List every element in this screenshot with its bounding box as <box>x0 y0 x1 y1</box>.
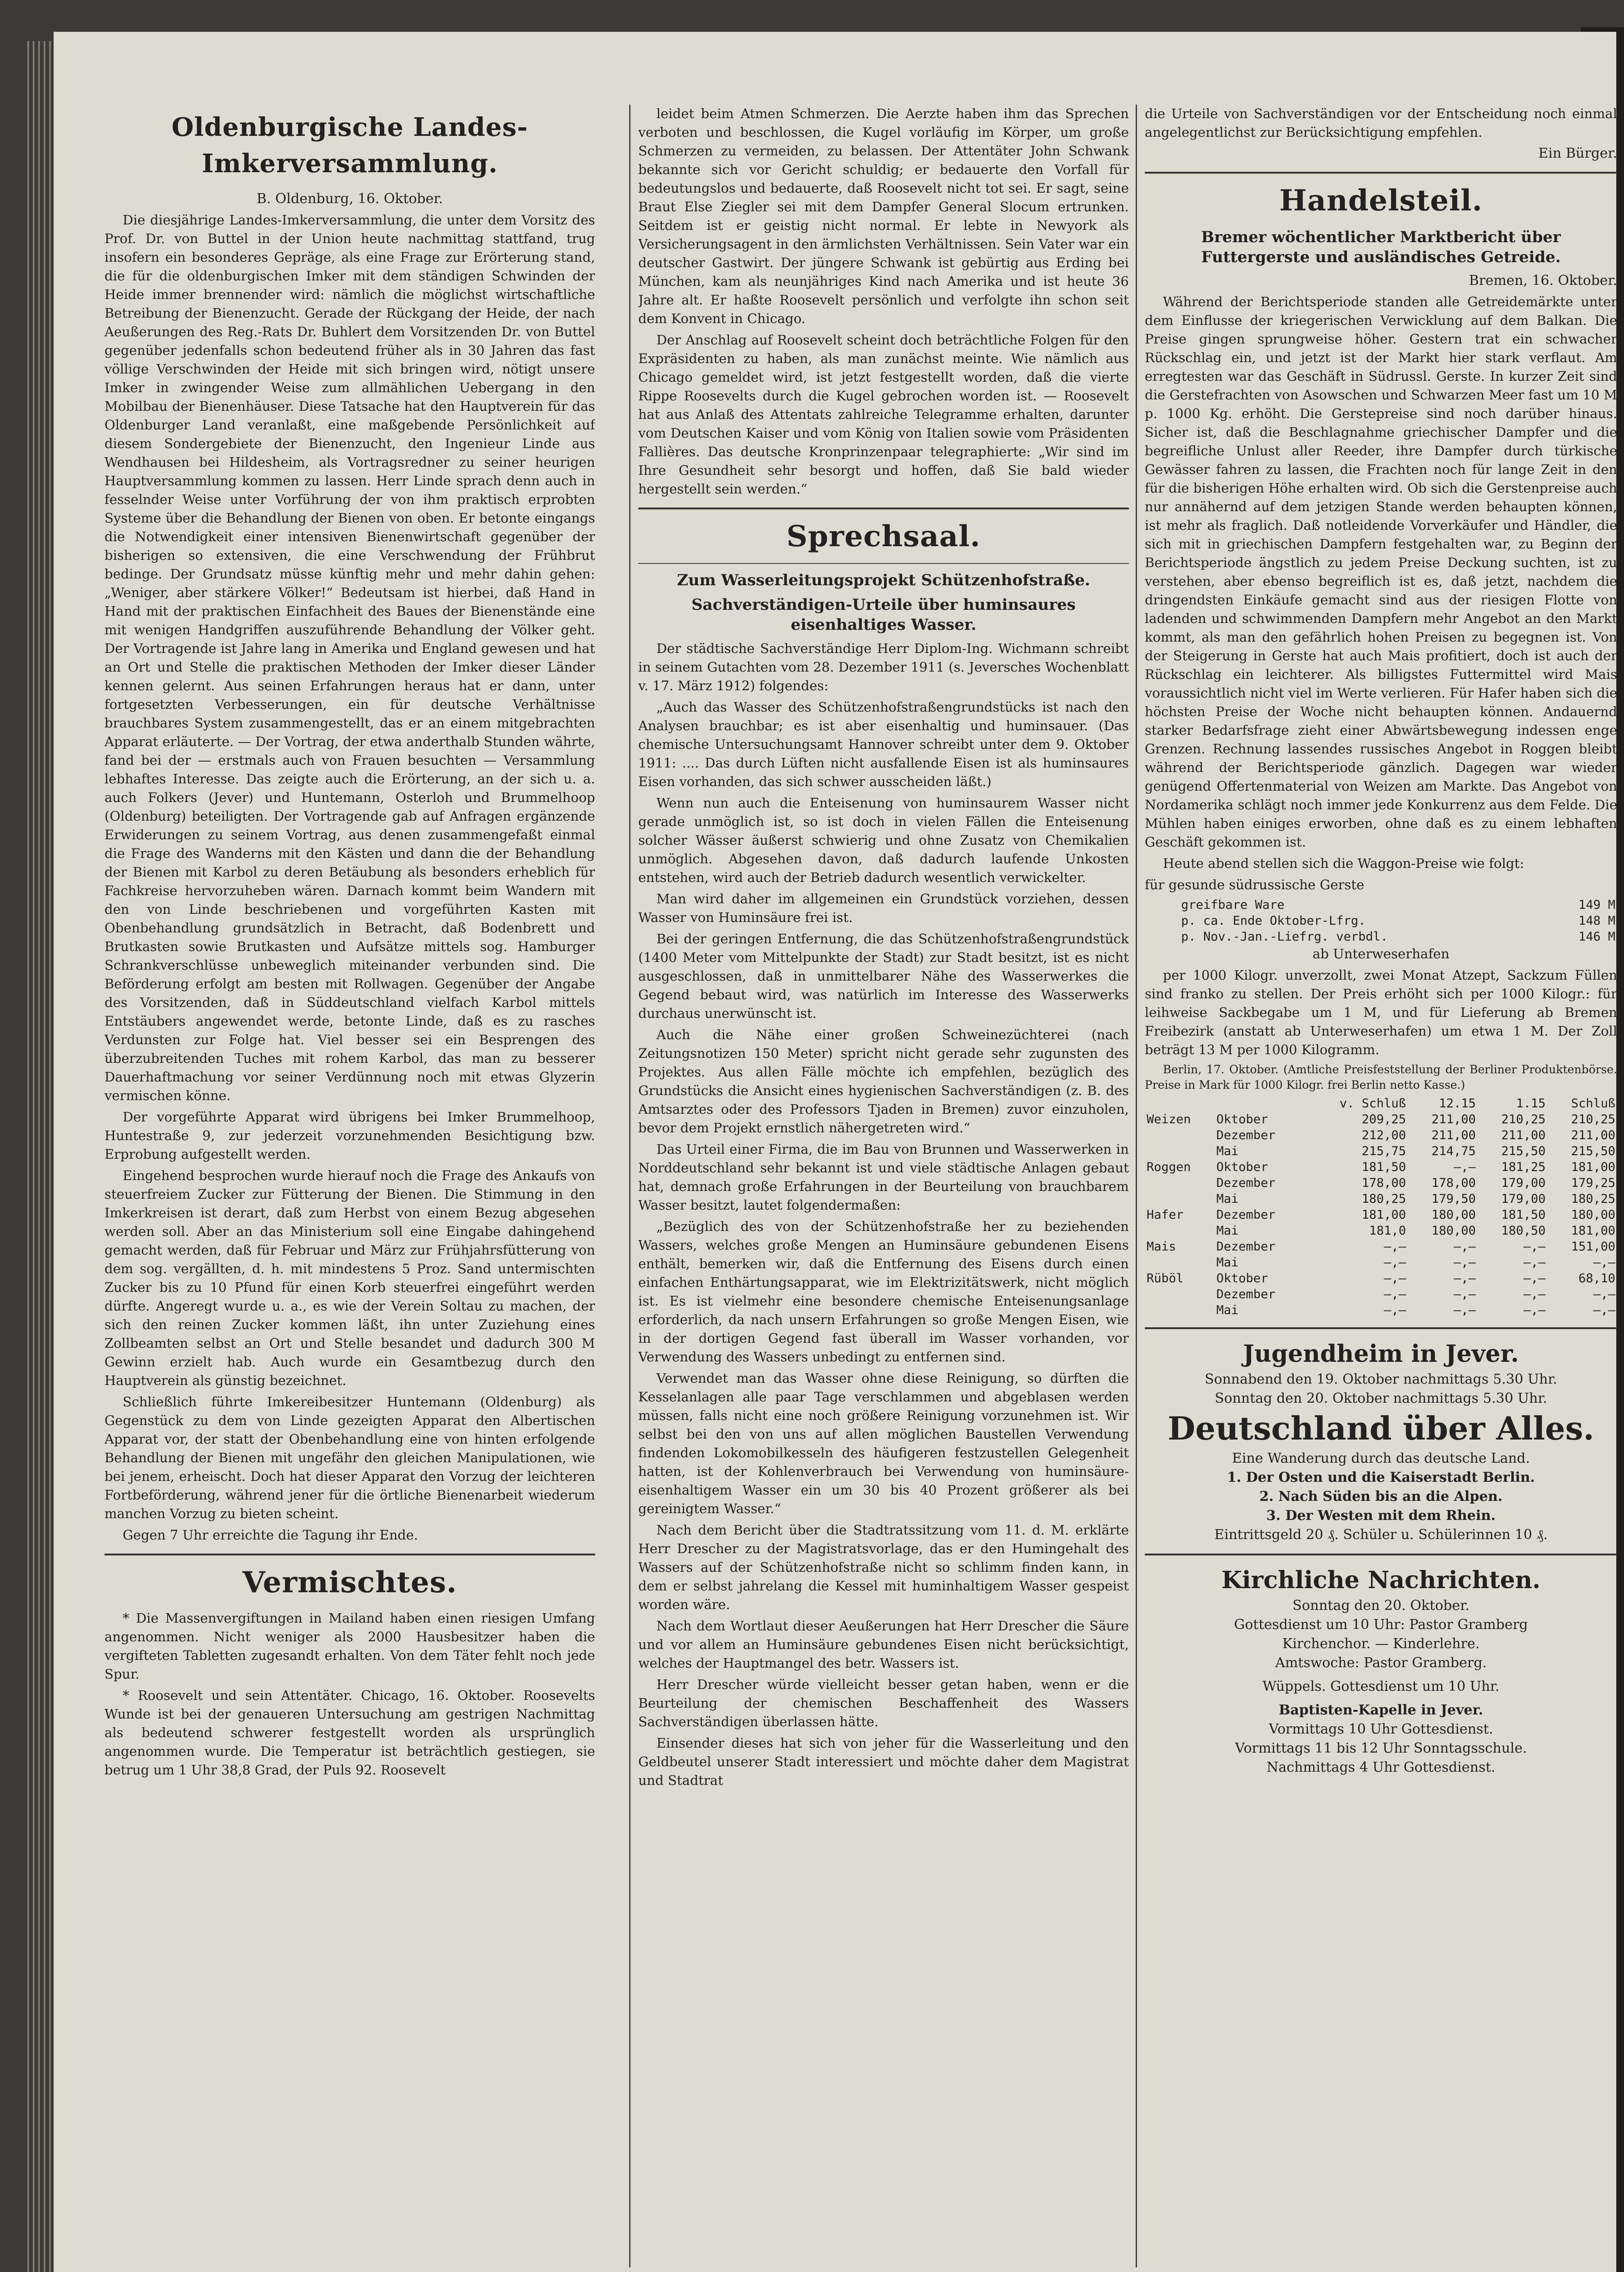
paragraph: * Roosevelt und sein Attentäter. Chicago, 16. Oktober. Roosevelts Wunde ist bei der genaueren Untersuchung am gestrigen Nachmittag als bedeutend schwerer festgestellt worden als ursprünglich angenommen wurde. Die Temperatur ist beträchtlich gestiegen, sie betrug um 1 Uhr 38,8 Grad, der Puls 92. Roosevelt <box>104 1688 595 1778</box>
table-cell: 178,00 <box>1431 1176 1476 1190</box>
table-cell <box>1145 1223 1215 1239</box>
paragraph: Man wird daher im allgemeinen ein Grundstück vorziehen, dessen Wasser von Huminsäure frei ist. <box>638 891 1129 925</box>
divider <box>1145 172 1617 174</box>
table-cell: 181,25 <box>1501 1160 1546 1174</box>
table-cell: —,— <box>1453 1160 1476 1174</box>
paragraph: Der vorgeführte Apparat wird übrigens bei Imker Brummelhoop, Huntestraße 9, zur jederzeit vorzunehmenden Besichtigung bzw. Erprobung aufgestellt werden. <box>104 1109 595 1162</box>
table-cell: —,— <box>1523 1287 1546 1301</box>
table-cell: Dezember <box>1216 1287 1276 1301</box>
table-cell: Oktober <box>1216 1112 1268 1126</box>
table-row: p. Nov.-Jan.-Liefrg. verbdl. 146 M <box>1181 930 1615 944</box>
column-header: Schluß <box>1571 1096 1615 1111</box>
table-cell: 215,75 <box>1361 1144 1406 1158</box>
column-header: v. Schluß <box>1339 1096 1406 1111</box>
ad-line: Amtswoche: Pastor Gramberg. <box>1275 1655 1487 1671</box>
table-row <box>1145 1159 1617 1175</box>
table-cell: 180,25 <box>1361 1192 1406 1206</box>
table-cell: —,— <box>1593 1303 1615 1317</box>
column-header <box>1145 1096 1215 1111</box>
table-cell: 180,25 <box>1571 1192 1615 1206</box>
table-cell: Mai <box>1216 1192 1239 1206</box>
table-cell: 180,50 <box>1501 1224 1546 1238</box>
paragraph: Wenn nun auch die Enteisenung von huminsaurem Wasser nicht gerade unmöglich ist, so ist doch in vielen Fällen die Enteisenung solcher Wässer äußerst schwierig und ohne Zusatz von Chemikalien unmöglich. Abgesehen davon, daß dadurch laufende Unkosten entstehen, wird auch der Betrieb dadurch wesentlich verwickelter. <box>638 795 1129 885</box>
table-cell: 151,00 <box>1571 1240 1615 1254</box>
ad-subline: Eine Wanderung durch das deutsche Land. <box>1232 1450 1530 1466</box>
table-cell: Dezember <box>1216 1240 1276 1254</box>
paragraph: Während der Berichtsperiode standen alle Getreidemärkte unter dem Einflusse der kriegerischen Verwicklung auf dem Balkan. Die Preise gingen sprungweise höher. Gestern trat ein schwacher Rückschlag ein, und jetzt ist der Markt hier stark verflaut. Am erregtesten war das Geschäft in Südrussl. Gerste. In kurzer Zeit sind die Gerstefrachten von Asowschen und Schwarzen Meer fast um 10 M p. 1000 Kg. erhöht. Die Gerstepreise sind noch darüber hinaus. Sicher ist, daß die Beschlagnahme griechischer Dampfer und die begreifliche Unlust aller Reeder, ihre Dampfer durch türkische Gewässer fahren zu lassen, die Frachten noch für lange Zeit in den für die bisherigen Höhe erhalten wird. Ob sich die Gerstenpreise auch nur annähernd auf dem jetzigen Stande werden behaupten können, ist mehr als fraglich. Daß notleidende Vorverkäufer und Händler, die sich mit in griechischen Dampfern festgehalten war, zu Beginn der Berichtsperiode ängstlich zu jedem Preise Deckung suchten, ist zu verstehen, aber ebenso begreiflich ist es, daß jetzt, nachdem die dringendsten Einkäufe gemacht sind aus der riesigen Flotte von ladenden und schwimmenden Dampfern mehr Angebot an den Markt kommt, als man den gefährlich hohen Preisen zu begegnen ist. Von der Steigerung in Gerste hat auch Mais profitiert, doch ist auch der Rückschlag ein leichterer. Als billigstes Futtermittel wird Mais voraussichtlich nicht viel im Werte verlieren. Für Hafer haben sich die höchsten Preise der Woche nicht behaupten können. Andauernd starker Bedarfsfrage zieht einer Abwärtsbewegung indessen enge Grenzen. Rechnung lassendes russisches Angebot in Roggen bleibt während der Berichtsperiode gänzlich. Dagegen war wieder genügend Offertenmaterial von Weizen am Markte. Das Angebot von Nordamerika schlägt noch immer jede Konkurrenz aus dem Felde. Die Mühlen haben einiges erworben, ohne daß es zu einem lebhaften Geschäft gekommen ist. <box>1145 294 1617 850</box>
table-cell: 181,50 <box>1361 1160 1406 1174</box>
column-header: 1.15 <box>1516 1096 1546 1111</box>
table-cell: —,— <box>1453 1256 1476 1270</box>
table-cell: 210,25 <box>1571 1112 1615 1126</box>
paragraph: „Auch das Wasser des Schützenhofstraßengrundstücks ist nach den Analysen brauchbar; es ist aber eisenhaltig und huminsauer. (Das chemische Untersuchungsamt Hannover schreibt unter dem 9. Oktober 1911: .... Das durch Lüften nicht ausfallende Eisen ist als huminsaures Eisen vorhanden, das sich schwer ausscheiden läßt.) <box>638 699 1129 789</box>
ad-line: Vormittags 11 bis 12 Uhr Sonntagsschule. <box>1235 1740 1527 1756</box>
paragraph: Auch die Nähe einer großen Schweinezüchterei (nach Zeitungsnotizen 150 Meter) spricht nicht gerade sehr zugunsten des Projektes. Aus allen Fälle möchte ich empfehlen, bezüglich des Grundstücks die Ansicht eines hygienischen Sachverständigen (z. B. des Amtsarztes oder des Professors Tjaden in Bremen) zuvor einzuholen, bevor dem Projekt ernstlich nähergetreten wird.“ <box>638 1027 1129 1136</box>
ad-subtitle: Baptisten-Kapelle in Jever. <box>1279 1702 1483 1718</box>
ad-line: Sonntag den 20. Oktober nachmittags 5.30 Uhr. <box>1215 1390 1547 1406</box>
table-row <box>1145 1239 1617 1255</box>
table-cell <box>1145 1286 1215 1302</box>
table-row <box>1145 1223 1617 1239</box>
table-cell: Dezember <box>1216 1176 1276 1190</box>
table-cell: 211,00 <box>1431 1112 1476 1126</box>
table-cell: Mai <box>1216 1224 1239 1238</box>
table-cell: Rüböl <box>1147 1271 1184 1285</box>
paragraph: Heute abend stellen sich die Waggon-Preise wie folgt: <box>1163 856 1525 871</box>
section-title: Handelsteil. <box>1279 184 1483 218</box>
table-cell: Dezember <box>1216 1208 1276 1222</box>
table-cell: Mai <box>1216 1303 1239 1317</box>
table-cell <box>1145 1175 1215 1191</box>
table-cell: —,— <box>1523 1303 1546 1317</box>
table-row <box>1145 1207 1617 1223</box>
dateline: B. Oldenburg, 16. Oktober. <box>256 191 443 207</box>
ad-line: Nachmittags 4 Uhr Gottesdienst. <box>1266 1759 1495 1775</box>
table-cell: 179,25 <box>1571 1176 1615 1190</box>
table-row <box>1145 1175 1617 1191</box>
table-cell: Hafer <box>1147 1208 1184 1222</box>
paragraph: Das Urteil einer Firma, die im Bau von Brunnen und Wasserwerken in Norddeutschland sehr bekannt ist und viele städtische Anlagen gebaut hat, demnach große Erfahrungen in der Beurteilung von brauchbarem Wasser besitzt, lautet folgendermaßen: <box>638 1141 1129 1213</box>
column-middle <box>638 105 1129 2272</box>
ad-item: 1. Der Osten und die Kaiserstadt Berlin. <box>1227 1470 1535 1485</box>
table-cell: Mais <box>1147 1240 1177 1254</box>
table-row: greifbare Ware 149 M <box>1181 898 1615 912</box>
table-row <box>1145 1191 1617 1207</box>
table-cell: Weizen <box>1147 1112 1191 1126</box>
table-cell: —,— <box>1593 1256 1615 1270</box>
page-edge-stack <box>0 41 54 2272</box>
table-cell: Oktober <box>1216 1160 1268 1174</box>
table-cell: 211,00 <box>1571 1128 1615 1142</box>
ad-kirchliche-nachrichten <box>1145 1564 1617 1777</box>
table-cell: 180,00 <box>1431 1208 1476 1222</box>
table-row <box>1145 1127 1617 1143</box>
paragraph: Der Anschlag auf Roosevelt scheint doch beträchtliche Folgen für den Expräsidenten zu haben, als man zunächst meinte. Wie nämlich aus Chicago gemeldet wird, ist jetzt festgestellt worden, daß die vierte Rippe Roosevelts durch die Kugel gebrochen worden ist. — Roosevelt hat aus Anlaß des Attentats zahlreiche Telegramme erhalten, darunter vom Deutschen Kaiser und vom König von Italien sowie vom Präsidenten Fallières. Das deutsche Kronprinzenpaar telegraphierte: „Wir sind im Ihre Gesundheit sehr besorgt und hoffen, daß Sie bald wieder hergestellt sein werden.“ <box>638 332 1129 497</box>
waggon-note: ab Unterweserhafen <box>1312 946 1450 962</box>
table-cell: 68,10 <box>1578 1271 1615 1285</box>
paragraph: Nach dem Bericht über die Stadtratssitzung vom 11. d. M. erklärte Herr Drescher zu der Magistratsvorlage, das er den Humingehalt des Wassers auf der Schützenhofstraße nicht so schlimm finden kann, in dem er selbst jahrelang die Kessel mit huminhaltigem Wasser gespeist worden wäre. <box>638 1522 1129 1612</box>
table-cell: 180,00 <box>1571 1208 1615 1222</box>
table-cell: —,— <box>1453 1240 1476 1254</box>
table-cell: 179,00 <box>1501 1192 1546 1206</box>
paragraph: Verwendet man das Wasser ohne diese Reinigung, so dürften die Kesselanlagen alle paar Tage verschlammen und abgeblasen werden müssen, falls nicht eine noch größere Reinigung vorzunehmen ist. Wir selbst bei den von uns auf allen möglichen Baustellen Verwendung findenden Lokomobilkesseln des häufigeren festzustellen Gelegenheit hatten, ist der Kohlenverbrauch bei Verwendung von huminsäure-eisenhaltigem Wasser ein um 30 bis 40 Prozent größerer als bei gereinigtem Wasser.“ <box>638 1370 1129 1516</box>
divider <box>1145 1327 1617 1329</box>
paragraph: Nach dem Wortlaut dieser Aeußerungen hat Herr Drescher die Säure und vor allem an Huminsäure gebundenes Eisen nicht berücksichtigt, welches der Hauptmangel des betr. Wassers ist. <box>638 1618 1129 1671</box>
table-cell: —,— <box>1523 1240 1546 1254</box>
ad-line: Kirchenchor. — Kinderlehre. <box>1282 1636 1480 1652</box>
table-cell: —,— <box>1453 1303 1476 1317</box>
subheading: Zum Wasserleitungsprojekt Schützenhofstraße. <box>677 571 1090 589</box>
table-cell: 178,00 <box>1361 1176 1406 1190</box>
table-cell: 180,00 <box>1431 1224 1476 1238</box>
paragraph: Bei der geringen Entfernung, die das Schützenhofstraßengrundstück (1400 Meter vom Mittelpunkte der Stadt) zur Stadt besitzt, ist es nicht ausgeschlossen, daß in unmittelbarer Nähe des Wasserwerkes die Gegend bebaut wird, was natürlich im Interesse des Wasserwerks durchaus unerwünscht ist. <box>638 931 1129 1021</box>
table-cell: Dezember <box>1216 1128 1276 1142</box>
table-cell <box>1145 1127 1215 1143</box>
table-cell <box>1145 1255 1215 1271</box>
table-cell: 211,00 <box>1501 1128 1546 1142</box>
table-cell: —,— <box>1384 1287 1406 1301</box>
divider <box>1145 1554 1617 1555</box>
berlin-header: Berlin, 17. Oktober. (Amtliche Preisfeststellung der Berliner Produktenbörse. Preise in Mark für 1000 Kilogr. frei Berlin netto Kasse.) <box>1145 1063 1617 1091</box>
waggon-head: für gesunde südrussische Gerste <box>1145 877 1365 892</box>
table-cell: 179,50 <box>1431 1192 1476 1206</box>
paragraph: Schließlich führte Imkereibesitzer Huntemann (Oldenburg) als Gegenstück zu dem von Linde gezeigten Apparat den Albertischen Apparat vor, der statt der Obenbehandlung eine von hinten erfolgende Behandlung der Bienen mit ungefähr den gleichen Manipulationen, wie bei jenem, erheischt. Doch hat dieser Apparat den Vorzug der leichteren Fortbeförderung, während jener für die örtliche Bienenarbeit wiederum manchen Vorzug zu bieten scheint. <box>104 1394 595 1521</box>
table-cell: Mai <box>1216 1144 1239 1158</box>
article-title: Oldenburgische Landes-Imkerversammlung. <box>171 112 528 179</box>
column-rule <box>1136 105 1137 2267</box>
section-title: Sprechsaal. <box>786 519 981 553</box>
ad-line: Wüppels. Gottesdienst um 10 Uhr. <box>1262 1679 1500 1694</box>
paragraph: * Die Massenvergiftungen in Mailand haben einen riesigen Umfang angenommen. Nicht weniger als 2000 Hausbesitzer haben die vergifteten Tabletten zugesandt erhalten. Von dem Täter fehlt noch jede Spur. <box>104 1610 595 1682</box>
table-cell: 181,00 <box>1571 1160 1615 1174</box>
table-cell <box>1145 1143 1215 1159</box>
ad-line: Vormittags 10 Uhr Gottesdienst. <box>1269 1721 1493 1737</box>
table-cell: —,— <box>1384 1240 1406 1254</box>
table-row <box>1145 1271 1617 1286</box>
ad-headline: Deutschland über Alles. <box>1167 1410 1594 1447</box>
table-cell <box>1145 1302 1215 1318</box>
berlin-price-table <box>1145 1096 1617 1318</box>
column-header <box>1215 1096 1306 1111</box>
table-cell: —,— <box>1593 1287 1615 1301</box>
table-cell: 181,50 <box>1501 1208 1546 1222</box>
ad-item: 2. Nach Süden bis an die Alpen. <box>1259 1489 1503 1505</box>
paragraph: leidet beim Atmen Schmerzen. Die Aerzte haben ihm das Sprechen verboten und beschlossen, die Kugel vorläufig im Körper, um große Schmerzen zu vermeiden, zu belassen. Der Attentäter John Schwank bekannte sich vor Gericht schuldig; er bedauerte den Vorfall für bedeutungslos und bedauerte, daß Roosevelt nicht tot sei. Er sagt, seine Braut Else Ziegler sei mit dem Dampfer General Slocum ertrunken. Seitdem ist er geistig nicht normal. Er lebte in Newyork als Versicherungsagent in den ärmlichsten Verhältnissen. Sein Vater war ein deutscher Gastwirt. Der jüngere Schwank ist gebürtig aus Erding bei München, kam als neunjähriges Kind nach Amerika und ist heute 36 Jahre alt. Er haßte Roosevelt persönlich und verfolgte ihn schon seit dem Konvent in Chicago. <box>638 106 1129 326</box>
paragraph: Die diesjährige Landes-Imkerversammlung, die unter dem Vorsitz des Prof. Dr. von Buttel in der Union heute nachmittag stattfand, trug insofern ein besonderes Gepräge, als eine Frage zur Erörterung stand, die für die oldenburgischen Imker mit dem ständigen Schwinden der Heide immer brennender wird: nämlich die möglichst wirtschaftliche Betreibung der Bienenzucht. Gerade der Rückgang der Heide, der nach Aeußerungen des Reg.-Rats Dr. Buhlert dem Vorsitzenden Dr. von Buttel gegenüber jedenfalls schon bedeutend früher als in 30 Jahren das fast völlige Verschwinden der Heide mit sich bringen wird, nötigt unsere Imker in zwingender Weise zum allmählichen Uebergang in den Mobilbau der Bienenhäuser. Diese Tatsache hat den Hauptverein für das Oldenburger Land veranlaßt, eine maßgebende Persönlichkeit auf diesem Sondergebiete der Bienenzucht, den Ingenieur Linde aus Wendhausen bei Hildesheim, als Vortragsredner zu seiner heurigen Hauptversammlung kommen zu lassen. Herr Linde sprach denn auch in fesselnder Weise unter Vorführung der von ihm praktisch erprobten Systeme über die Behandlung der Bienen von oben. Er betonte eingangs die Notwendigkeit einer intensiven Bienenwirtschaft gegenüber der bisherigen so extensiven, die eine Verschwendung der Frühbrut bedinge. Der Grundsatz müsse künftig mehr und mehr dahin gehen: „Weniger, aber stärkere Völker!“ Bedeutsam ist hierbei, daß Hand in Hand mit der praktischen Einfachheit des Baues der Bienenstände eine mit wenigen Handgriffen auszuführende Behandlung der Völker geht. Der Vortragende ist Jahre lang in Amerika und England gewesen und hat an Ort und Stelle die praktischen Methoden der Imker dieser Länder kennen gelernt. Aus seinen Erfahrungen heraus hat er dann, unter fortgesetzten Verbesserungen, ein für deutsche Verhältnisse brauchbares System zusammengestellt, das er an einem mitgebrachten Apparat erläuterte. — Der Vortrag, der etwa anderthalb Stunden währte, fand bei der — erstmals auch von Frauen besuchten — Versammlung lebhaftes Interesse. Das zeigte auch die Erörterung, an der sich u. a. auch Folkers (Jever) und Huntemann, Osterloh und Brummelhoop (Oldenburg) beteiligten. Der Vortragende gab auf Anfragen ergänzende Erwiderungen zu seinem Vortrag, aus denen zusammengefaßt einmal die Frage des Wanderns mit den Kästen und dann die der Behandlung der Bienen mit Karbol zu deren Betäubung als besonders erheblich für Fachkreise hervorzuheben wären. Darnach kommt beim Wandern mit den von Linde beschriebenen und vorgeführten Kasten mit Obenbehandlung grundsätzlich in Betracht, daß Bodenbrett und Brutkasten sowie Brutkasten und Aufsätze mittels sog. Hamburger Schrankverschlüsse unbeweglich miteinander verbunden sind. Die Beförderung erfolgt am besten mit Rollwagen. Gegenüber der Angabe des Vorsitzenden, daß in Süddeutschland vielfach Karbol mittels Entstäubers angewendet werde, betonte Linde, daß es zu rasches Verdunsten zur Folge hat. Viel besser sei ein Besprengen des überzubreitenden Tuches mit rohem Karbol, das man zu besserer Dauerhaftmachung vor seiner Verdünnung noch mit etwas Glyzerin vermischen könne. <box>104 212 595 1103</box>
table-cell: —,— <box>1384 1303 1406 1317</box>
paragraph: per 1000 Kilogr. unverzollt, zwei Monat Atzept, Sackzum Füllen sind franko zu stellen. Der Preis erhöht sich per 1000 Kilogr.: für leihweise Sackbegabe um 1 M, und für Lieferung ab Bremen Freibezirk (anstatt ab Unterweserhafen) um etwa 1 M. Der Zoll beträgt 13 M per 1000 Kilogramm. <box>1145 967 1617 1057</box>
table-cell: 181,00 <box>1361 1208 1406 1222</box>
table-cell: —,— <box>1523 1271 1546 1285</box>
table-cell: 215,50 <box>1571 1144 1615 1158</box>
divider <box>638 563 1129 564</box>
ad-line: Sonntag den 20. Oktober. <box>1292 1598 1470 1614</box>
signature: Ein Bürger. <box>1538 145 1617 161</box>
ad-footer: Eintrittsgeld 20 ₰. Schüler u. Schülerinnen 10 ₰. <box>1214 1527 1548 1543</box>
table-cell: Oktober <box>1216 1271 1268 1285</box>
table-cell: 212,00 <box>1361 1128 1406 1142</box>
dateline: Bremen, 16. Oktober. <box>1469 273 1617 289</box>
table-cell: 209,25 <box>1361 1112 1406 1126</box>
ad-title: Kirchliche Nachrichten. <box>1221 1566 1541 1594</box>
table-cell: 210,25 <box>1501 1112 1546 1126</box>
paragraph: „Bezüglich des von der Schützenhofstraße her zu beziehenden Wassers, welches große Mengen an Huminsäure gebundenen Eisens enthält, bemerken wir, daß die Entfernung des Eisens durch einen einfachen Enthärtungsapparat, wie im Elektrizitätswerk, nicht möglich ist. Es ist vielmehr eine besondere chemische Enteisenungsanlage erforderlich, da nach unsern Erfahrungen so große Mengen Eisen, wie in der dortigen Gegend fast überall im Wasser vorhanden, vor Verwendung des Wassers unbedingt zu entfernen sind. <box>638 1219 1129 1365</box>
waggon-price-table <box>1145 897 1617 945</box>
table-cell: 211,00 <box>1431 1128 1476 1142</box>
table-cell: 179,00 <box>1501 1176 1546 1190</box>
table-header-row <box>1145 1096 1617 1111</box>
divider <box>104 1554 595 1555</box>
ad-line: Gottesdienst um 10 Uhr: Pastor Gramberg <box>1234 1617 1528 1633</box>
paragraph: die Urteile von Sachverständigen vor der Entscheidung noch einmal angelegentlichst zur Berücksichtigung empfehlen. <box>1145 106 1617 140</box>
ad-title: Jugendheim in Jever. <box>1243 1340 1519 1368</box>
table-row <box>1145 1111 1617 1127</box>
table-cell: —,— <box>1453 1271 1476 1285</box>
column-rule <box>629 105 631 2267</box>
ad-item: 3. Der Westen mit dem Rhein. <box>1266 1508 1496 1524</box>
table-row: p. ca. Ende Oktober-Lfrg. 148 M <box>1181 914 1615 928</box>
column-header: 12.15 <box>1439 1096 1476 1111</box>
table-cell: Roggen <box>1147 1160 1191 1174</box>
table-cell: —,— <box>1453 1287 1476 1301</box>
column-left <box>104 105 595 2272</box>
paragraph: Der städtische Sachverständige Herr Diplom-Ing. Wichmann schreibt in seinem Gutachten vom 28. Dezember 1911 (s. Jeversches Wochenblatt v. 17. März 1912) folgendes: <box>638 641 1129 693</box>
table-cell: 181,00 <box>1571 1224 1615 1238</box>
paragraph: Einsender dieses hat sich von jeher für die Wasserleitung und den Geldbeutel unserer Stadt interessiert und möchte daher dem Magistrat und Stadtrat <box>638 1735 1129 1788</box>
table-row <box>1145 1255 1617 1271</box>
table-cell: 215,50 <box>1501 1144 1546 1158</box>
table-cell: —,— <box>1523 1256 1546 1270</box>
divider <box>638 508 1129 509</box>
table-cell: 181,0 <box>1369 1224 1406 1238</box>
table-cell: 214,75 <box>1431 1144 1476 1158</box>
paragraph: Gegen 7 Uhr erreichte die Tagung ihr Ende. <box>123 1527 418 1543</box>
column-right <box>1145 105 1617 2272</box>
paragraph: Herr Drescher würde vielleicht besser getan haben, wenn er die Beurteilung der chemischen Beschaffenheit des Wassers Sachverständigen überlassen hätte. <box>638 1677 1129 1729</box>
table-cell: Mai <box>1216 1256 1239 1270</box>
section-title: Vermischtes. <box>242 1565 457 1599</box>
subheading: Sachverständigen-Urteile über huminsaures eisenhaltiges Wasser. <box>691 596 1076 634</box>
paragraph: Eingehend besprochen wurde hierauf noch die Frage des Ankaufs von steuerfreiem Zucker zur Fütterung der Bienen. Die Stimmung in den Imkerkreisen ist derart, daß zum Herbst von einem Bezug abgesehen werden soll. Aber an das Ministerium soll eine Eingabe dahingehend gemacht werden, daß für Februar und März zur Frühjahrsfütterung von dem sog. vergällten, d. h. mit mindestens 5 Proz. Sand untermischten Zucker bis zu 10 Pfund für einen Korb steuerfrei eingeführt werden dürfte. Angeregt wurde u. a., es wie der Verein Soltau zu machen, der sich den reinen Zucker kommen läßt, ihn unter Zuziehung eines Zollbeamten selbst an Ort und Stelle besandet und dadurch 300 M Gewinn erzielt hab. Auch wurde ein Gesamtbezug durch den Hauptverein als günstig bezeichnet. <box>104 1168 595 1388</box>
table-cell <box>1145 1191 1215 1207</box>
table-row <box>1145 1143 1617 1159</box>
table-row <box>1145 1302 1617 1318</box>
subheading: Bremer wöchentlicher Marktbericht über Futtergerste und ausländisches Getreide. <box>1201 228 1561 266</box>
table-cell: —,— <box>1384 1256 1406 1270</box>
ad-line: Sonnabend den 19. Oktober nachmittags 5.30 Uhr. <box>1205 1371 1557 1387</box>
table-cell: —,— <box>1384 1271 1406 1285</box>
table-row <box>1145 1286 1617 1302</box>
ad-jugendheim <box>1145 1338 1617 1545</box>
